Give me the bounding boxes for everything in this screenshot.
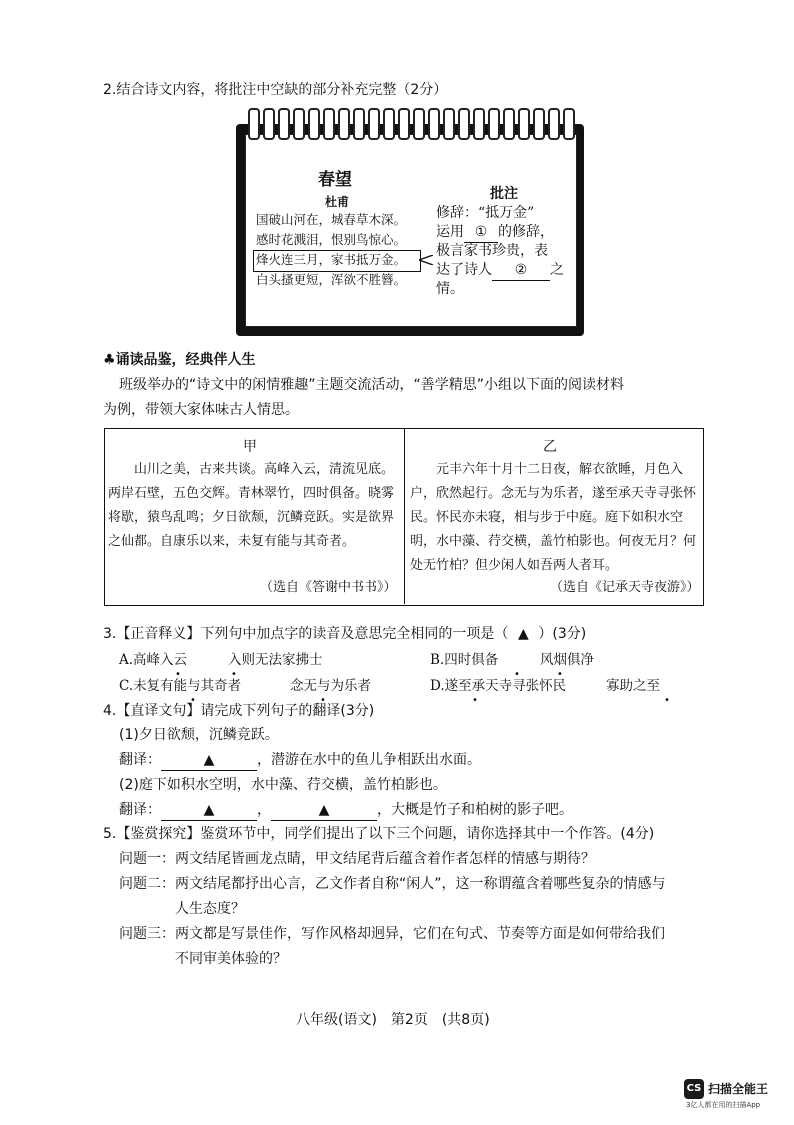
emphasis-dot: •: [664, 695, 670, 706]
scanner-name: 扫描全能王: [708, 1082, 769, 1096]
table-divider: [404, 428, 405, 604]
q4-sentence-2: (2)庭下如积水空明，水中藻、荇交横，盖竹柏影也。: [119, 777, 447, 793]
poem-line-4: 白头搔更短，浑欲不胜簪。: [256, 272, 407, 287]
spiral-ring: [398, 108, 410, 140]
option-b-1[interactable]: B.四时俱备: [430, 652, 499, 668]
spiral-ring: [503, 108, 515, 140]
scanner-tagline: 3亿人都在用的扫描App: [686, 1101, 761, 1109]
club-icon: ♣: [103, 352, 116, 368]
highlight-box: [253, 250, 421, 272]
annotation-line-4: 达了诗人 ② 之: [436, 260, 564, 281]
annotation-title: 批注: [490, 186, 518, 202]
spiral-ring: [428, 108, 440, 140]
answer-placeholder-triangle[interactable]: ▲: [517, 626, 529, 642]
emphasis-dot: •: [320, 695, 326, 706]
annotation-line-3: 极言家书珍贵，表: [436, 243, 548, 259]
option-c-2: 念无与为乐者: [290, 678, 371, 694]
section-intro-2: 为例，带领大家体味古人情思。: [103, 402, 299, 418]
poem-line-3: 烽火连三月，家书抵万金。: [256, 252, 407, 267]
passage-a-label: 甲: [243, 439, 257, 455]
spiral-ring: [278, 108, 290, 140]
poem-line-1: 国破山河在，城春草木深。: [256, 212, 407, 227]
option-a-1[interactable]: A.高峰入云: [119, 652, 188, 668]
spiral-ring: [323, 108, 335, 140]
emphasis-dot: •: [472, 695, 478, 706]
annotation-line-2: 运用 ① 的修辞，: [436, 222, 554, 243]
spiral-ring: [383, 108, 395, 140]
question-5-stem: 5.【鉴赏探究】鉴赏环节中，同学们提出了以下三个问题，请你选择其中一个作答。(4分): [103, 826, 655, 842]
question-3-stem: 3.【正音释义】下列句中加点字的读音及意思完全相同的一项是（ ▲ ）(3分): [103, 626, 587, 642]
passage-a-source: （选自《答谢中书书》）: [260, 580, 397, 595]
emphasis-dot: •: [190, 695, 196, 706]
blank-2[interactable]: ②: [492, 260, 550, 281]
q4-translation-1: 翻译： ▲ ，潜游在水中的鱼儿争相跃出水面。: [119, 750, 481, 771]
q4-sentence-1: (1)夕日欲颓，沉鳞竞跃。: [119, 727, 279, 743]
poem-line-2: 感时花溅泪，恨别鸟惊心。: [256, 232, 407, 247]
passage-b-source: （选自《记承天寺夜游》）: [550, 580, 700, 595]
q4-translation-2: 翻译： ▲ ， ▲ ，大概是竹子和柏树的影子吧。: [119, 800, 573, 821]
q5-problem-1: 问题一：两文结尾皆画龙点睛，甲文结尾背后蕴含着作者怎样的情感与期待？: [119, 851, 595, 867]
pointer-arrow-icon: [419, 255, 433, 265]
option-a-2: 入则无法家拂士: [228, 652, 323, 668]
section-heading: ♣诵读品鉴，经典伴人生: [103, 352, 256, 368]
translation-blank-1[interactable]: ▲: [161, 750, 257, 771]
blank-1[interactable]: ①: [464, 222, 498, 243]
spiral-ring: [353, 108, 365, 140]
option-c-1[interactable]: C.未复有能与其奇者: [119, 678, 242, 694]
emphasis-dot: •: [175, 669, 181, 680]
passage-a-text: 山川之美，古来共谈。高峰入云，清流见底。两岸石壁，五色交辉。青林翠竹，四时俱备。晓雾将歇，猿鸟乱鸣；夕日欲颓，沉鳞竞跃。实是欲界之仙都。自康乐以来，未复有能与其奇者。: [108, 462, 395, 549]
q5-problem-3-cont: 不同审美体验的？: [175, 951, 287, 967]
spiral-ring: [548, 108, 560, 140]
spiral-ring: [413, 108, 425, 140]
translation-blank-3[interactable]: ▲: [271, 800, 377, 821]
spiral-ring: [443, 108, 455, 140]
spiral-ring: [488, 108, 500, 140]
spiral-ring: [338, 108, 350, 140]
section-intro-1: 班级举办的“诗文中的闲情雅趣”主题交流活动，“善学精思”小组以下面的阅读材料: [119, 377, 625, 393]
spiral-ring: [533, 108, 545, 140]
page-footer: 八年级(语文) 第2页 (共8页): [296, 1012, 490, 1028]
spiral-ring: [293, 108, 305, 140]
poem-title: 春望: [318, 170, 352, 190]
spiral-ring: [248, 108, 260, 140]
passage-b-text: 元丰六年十月十二日夜，解衣欲睡，月色入户，欣然起行。念无与为乐者，遂至承天寺寻张怀民。怀民亦未寝，相与步于中庭。庭下如积水空明，水中藻、荇交横，盖竹柏影也。何夜无月？何处无竹柏？但少闲人如吾两人者耳。: [410, 462, 697, 573]
spiral-ring: [308, 108, 320, 140]
annotation-line-1: 修辞：“抵万金”: [436, 205, 535, 221]
spiral-ring: [458, 108, 470, 140]
option-b-2: 风烟俱净: [540, 652, 594, 668]
spiral-ring: [563, 108, 575, 140]
spiral-ring: [473, 108, 485, 140]
q5-problem-2-cont: 人生态度？: [175, 901, 245, 917]
scanner-logo-icon: CS: [684, 1079, 704, 1099]
spiral-ring: [263, 108, 275, 140]
emphasis-dot: •: [557, 669, 563, 680]
spiral-ring: [518, 108, 530, 140]
question-2-heading: 2.结合诗文内容，将批注中空缺的部分补充完整（2分）: [103, 82, 448, 98]
option-d-1[interactable]: D.遂至承天寺寻张怀民: [430, 678, 567, 694]
option-d-2: 寡助之至: [606, 678, 660, 694]
annotation-line-5: 情。: [436, 281, 464, 297]
q5-problem-2: 问题二：两文结尾都抒出心言，乙文作者自称“闲人”，这一称谓蕴含着哪些复杂的情感与: [119, 876, 666, 892]
emphasis-dot: •: [514, 669, 520, 680]
emphasis-dot: •: [231, 669, 237, 680]
translation-blank-2[interactable]: ▲: [161, 800, 257, 821]
passage-b-label: 乙: [543, 439, 557, 455]
question-4-stem: 4.【直译文句】请完成下列句子的翻译(3分): [103, 703, 375, 719]
poem-author: 杜甫: [325, 195, 350, 209]
spiral-ring: [368, 108, 380, 140]
q5-problem-3: 问题三：两文都是写景佳作，写作风格却迥异，它们在句式、节奏等方面是如何带给我们: [119, 926, 665, 942]
